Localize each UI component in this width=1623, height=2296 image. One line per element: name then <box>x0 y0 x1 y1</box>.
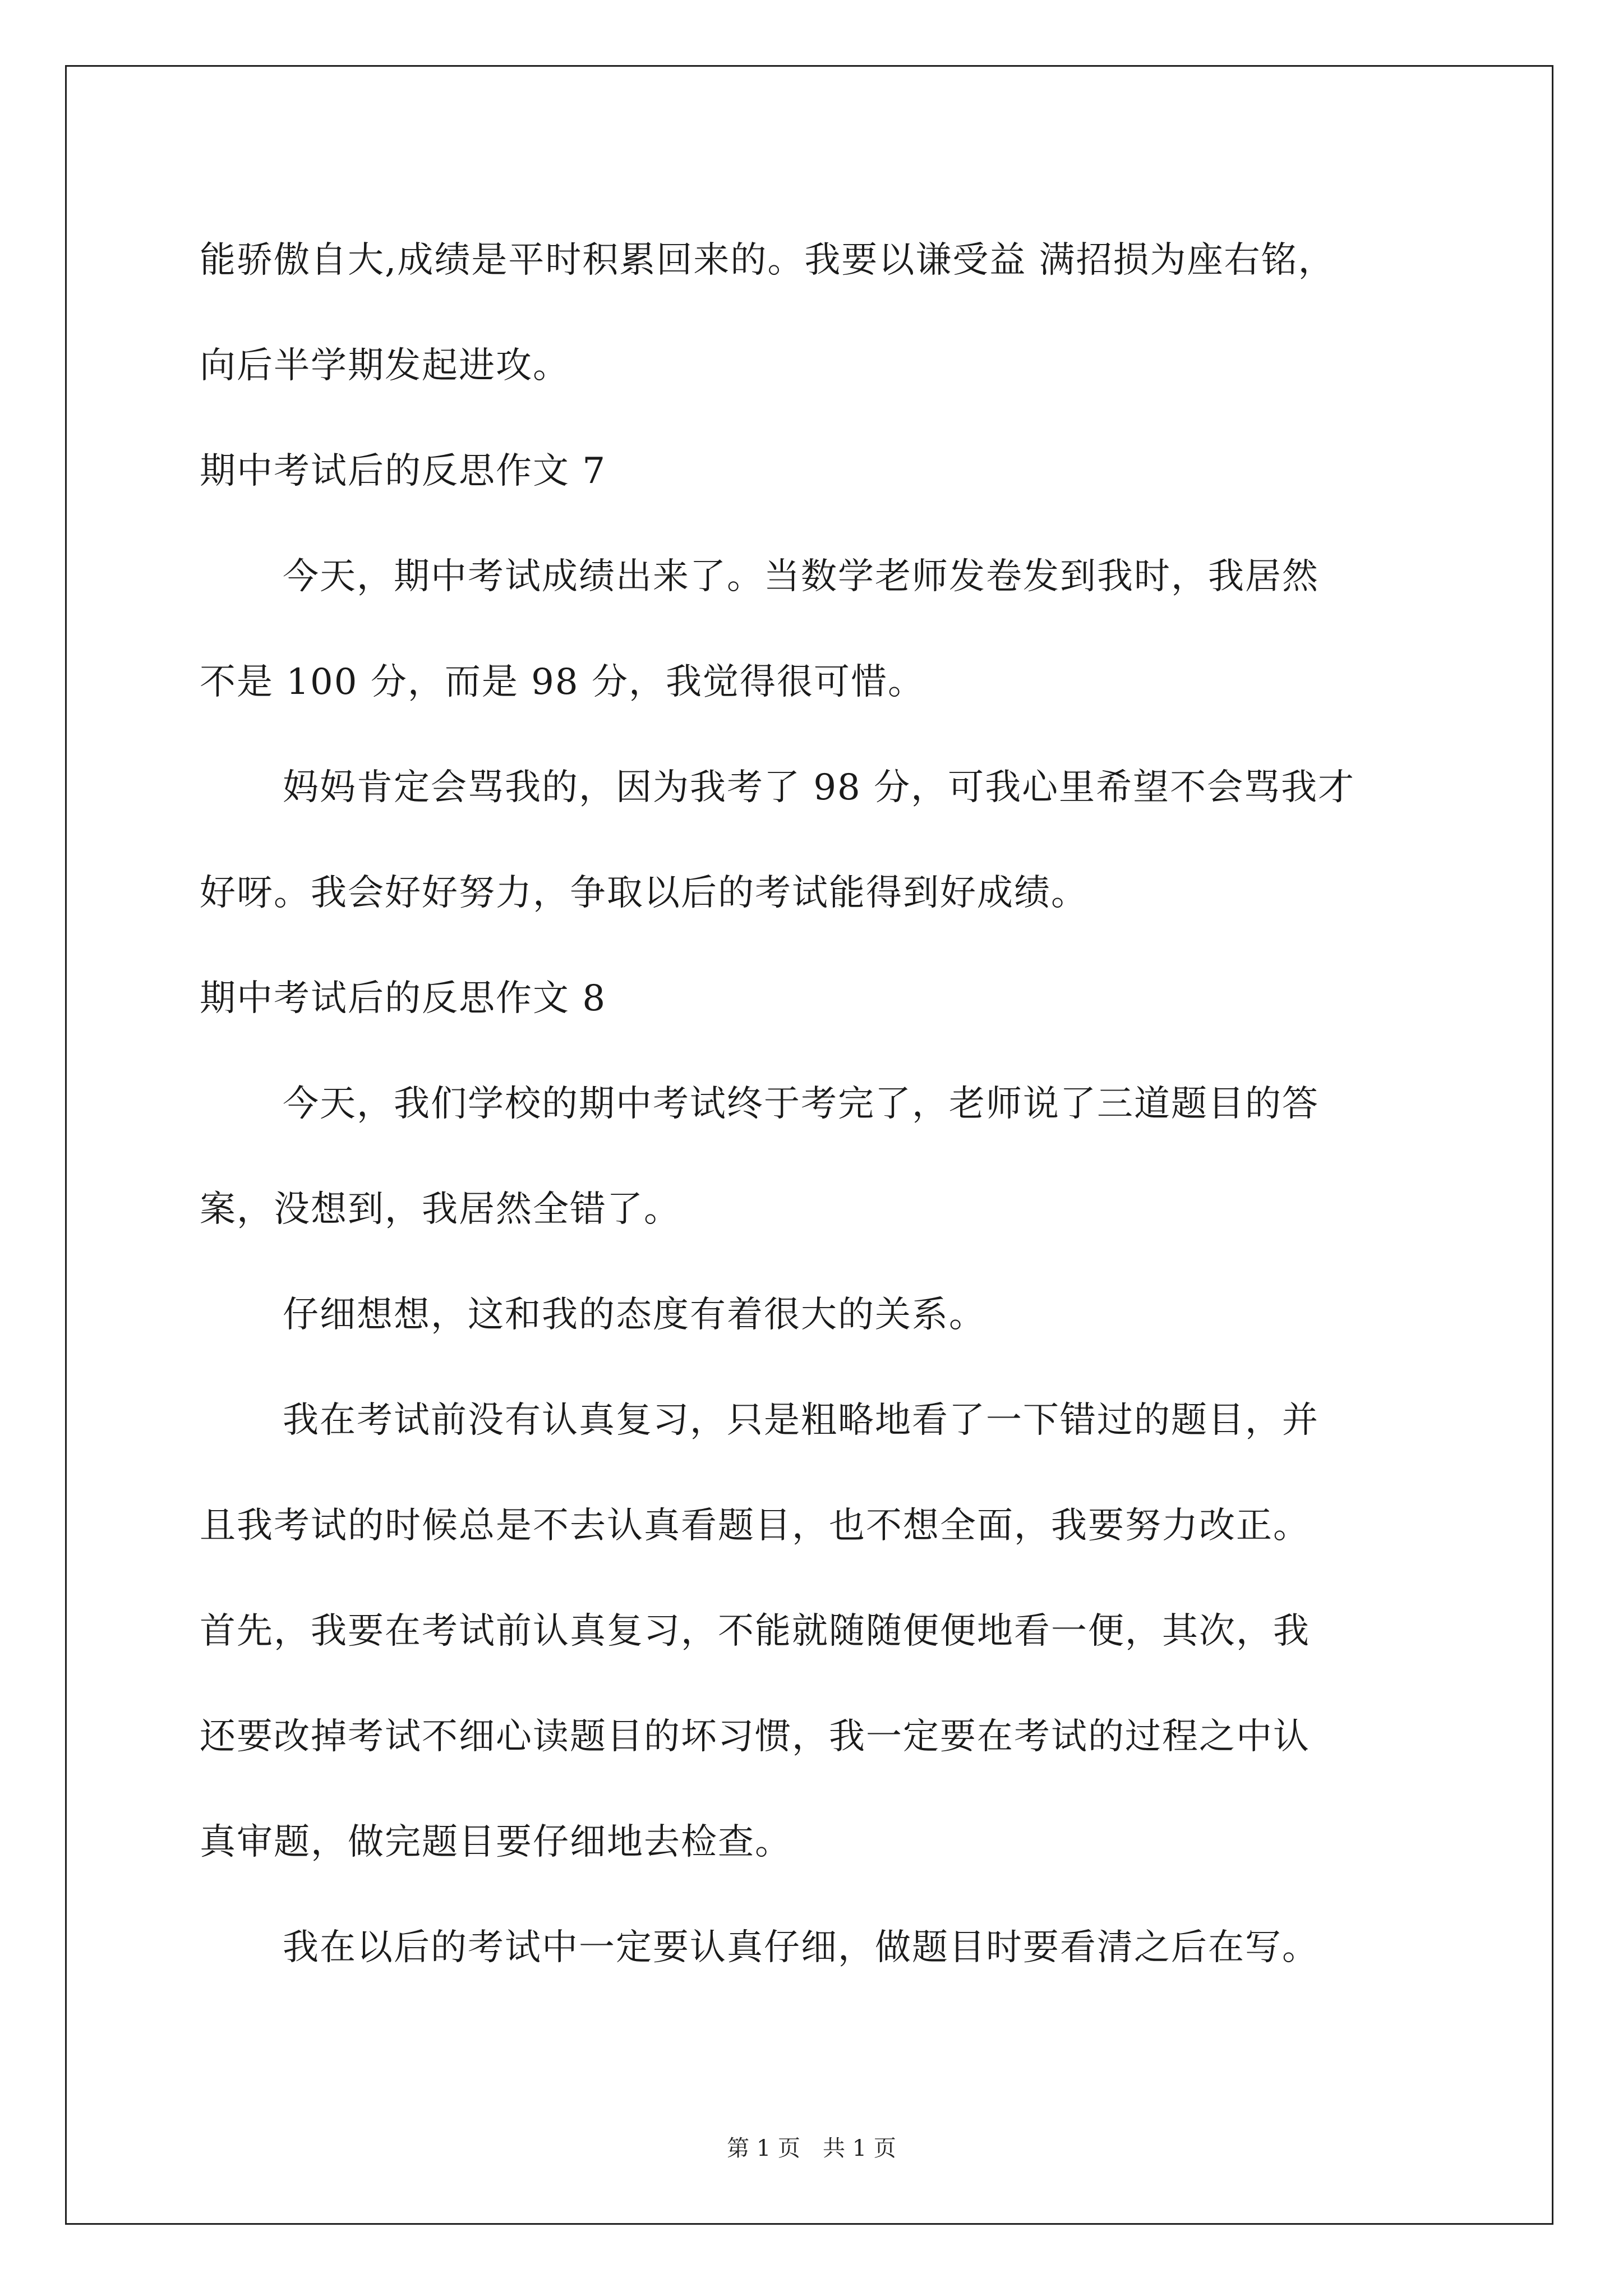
paragraph-first-line: 今天，期中考试成绩出来了。当数学老师发卷发到我时，我居然 <box>283 556 1319 597</box>
section-heading: 期中考试后的反思作文 8 <box>200 978 607 1019</box>
body-line: 好呀。我会好好努力，争取以后的考试能得到好成绩。 <box>200 872 1088 914</box>
paragraph-first-line: 今天，我们学校的期中考试终于考完了，老师说了三道题目的答 <box>283 1083 1319 1125</box>
section-heading: 期中考试后的反思作文 7 <box>200 450 607 492</box>
body-line: 还要改掉考试不细心读题目的坏习惯，我一定要在考试的过程之中认 <box>200 1716 1310 1757</box>
body-line: 且我考试的时候总是不去认真看题目，也不想全面，我要努力改正。 <box>200 1505 1310 1547</box>
paragraph-first-line: 我在以后的考试中一定要认真仔细，做题目时要看清之后在写。 <box>283 1927 1319 1968</box>
document-body <box>200 208 1422 2000</box>
body-line: 不是 100 分，而是 98 分，我觉得很可惜。 <box>200 661 925 703</box>
paragraph-first-line: 我在考试前没有认真复习，只是粗略地看了一下错过的题目，并 <box>283 1400 1319 1441</box>
page-number-footer: 第 1 页 共 1 页 <box>727 2136 896 2161</box>
body-line: 真审题，做完题目要仔细地去检查。 <box>200 1821 792 1863</box>
body-line: 向后半学期发起进攻。 <box>200 345 570 386</box>
body-line: 能骄傲自大,成绩是平时积累回来的。我要以谦受益 满招损为座右铭， <box>200 240 1335 281</box>
paragraph-first-line: 仔细想想，这和我的态度有着很大的关系。 <box>283 1294 986 1336</box>
paragraph-first-line: 妈妈肯定会骂我的，因为我考了 98 分，可我心里希望不会骂我才 <box>283 767 1355 808</box>
body-line: 案，没想到，我居然全错了。 <box>200 1189 681 1230</box>
body-line: 首先，我要在考试前认真复习，不能就随随便便地看一便，其次，我 <box>200 1611 1310 1652</box>
